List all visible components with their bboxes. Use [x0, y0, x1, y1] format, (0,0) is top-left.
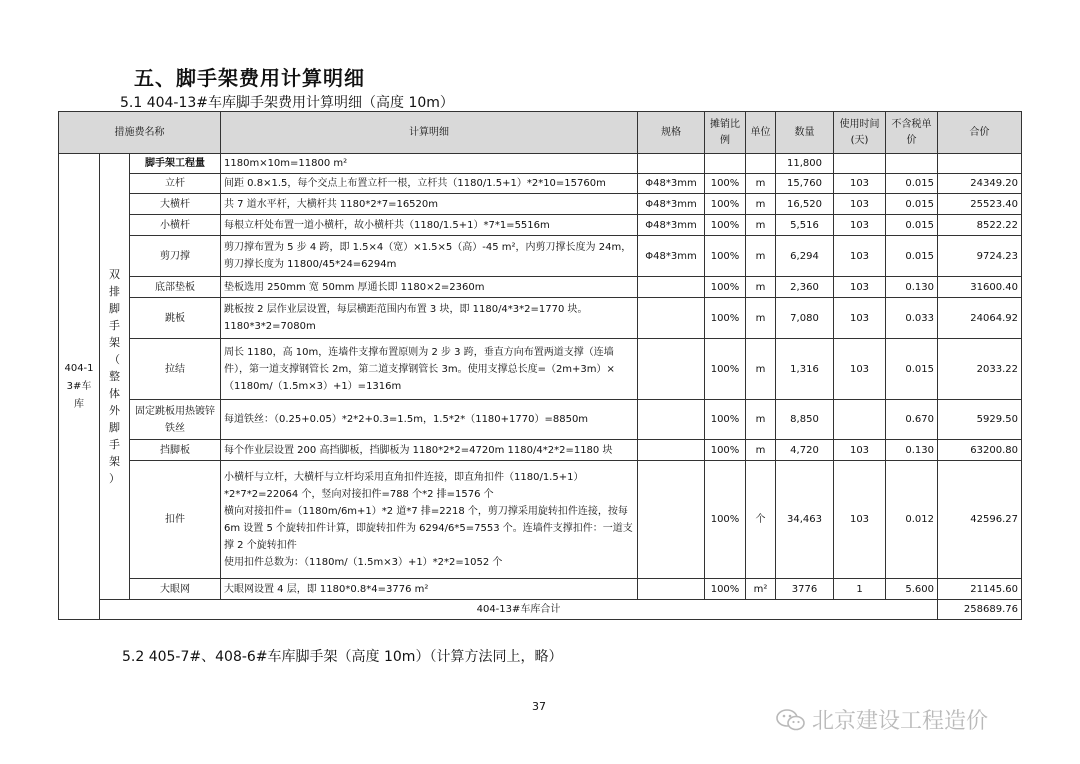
detail-line: 横向对接扣件=（1180m/6m+1）*2 道*7 排=2218 个，剪刀撑采用旋转扣件连接，按每 6m 设置 5 个旋转扣件计算，即旋转扣件为 6294/6*5=7553 个。连墙件支撑扣件：一道支撑 2 个旋转扣件	[224, 505, 633, 551]
header-qty: 数量	[776, 112, 834, 154]
header-total: 合价	[938, 112, 1022, 154]
item-detail	[221, 461, 638, 579]
item-ratio: 100%	[705, 215, 746, 236]
item-days: 103	[834, 236, 886, 277]
item-spec: Φ48*3mm	[638, 174, 705, 194]
item-spec: Φ48*3mm	[638, 194, 705, 215]
item-days: 103	[834, 440, 886, 461]
item-unit: m	[746, 298, 776, 339]
table-row	[59, 277, 1022, 298]
item-spec: Φ48*3mm	[638, 236, 705, 277]
item-qty: 5,516	[776, 215, 834, 236]
item-ratio: 100%	[705, 339, 746, 400]
wechat-icon	[776, 708, 806, 732]
location-cell: 404-13#车库	[59, 154, 100, 620]
item-total: 2033.22	[938, 339, 1022, 400]
header-spec: 规格	[638, 112, 705, 154]
item-name: 小横杆	[130, 215, 221, 236]
item-spec	[638, 154, 705, 174]
header-detail: 计算明细	[221, 112, 638, 154]
item-days: 103	[834, 461, 886, 579]
header-unit: 单位	[746, 112, 776, 154]
item-unit	[746, 154, 776, 174]
item-spec	[638, 461, 705, 579]
item-days: 103	[834, 277, 886, 298]
item-detail: 间距 0.8×1.5，每个交点上布置立杆一根，立杆共（1180/1.5+1）*2*10=15760m	[221, 174, 638, 194]
item-qty: 34,463	[776, 461, 834, 579]
item-days	[834, 400, 886, 440]
item-ratio: 100%	[705, 298, 746, 339]
item-total: 24349.20	[938, 174, 1022, 194]
watermark-text: 北京建设工程造价	[812, 709, 989, 734]
item-qty: 1,316	[776, 339, 834, 400]
item-price: 0.015	[886, 194, 938, 215]
item-qty: 2,360	[776, 277, 834, 298]
section-heading: 五、脚手架费用计算明细	[134, 66, 365, 90]
item-ratio	[705, 154, 746, 174]
item-qty: 7,080	[776, 298, 834, 339]
item-qty: 16,520	[776, 194, 834, 215]
item-spec: Φ48*3mm	[638, 215, 705, 236]
item-price: 5.600	[886, 579, 938, 600]
item-spec	[638, 579, 705, 600]
item-ratio: 100%	[705, 174, 746, 194]
item-days: 103	[834, 339, 886, 400]
header-price: 不含税单价	[886, 112, 938, 154]
item-total: 5929.50	[938, 400, 1022, 440]
item-unit: 个	[746, 461, 776, 579]
table-row	[59, 579, 1022, 600]
item-ratio: 100%	[705, 440, 746, 461]
item-detail: 1180m×10m=11800 m²	[221, 154, 638, 174]
item-days: 103	[834, 194, 886, 215]
item-unit: m	[746, 440, 776, 461]
item-name: 底部垫板	[130, 277, 221, 298]
table-row	[59, 236, 1022, 277]
item-ratio: 100%	[705, 277, 746, 298]
table-row	[59, 194, 1022, 215]
item-unit: m	[746, 277, 776, 298]
item-price: 0.015	[886, 215, 938, 236]
item-days: 1	[834, 579, 886, 600]
item-days: 103	[834, 215, 886, 236]
item-ratio: 100%	[705, 236, 746, 277]
item-total: 31600.40	[938, 277, 1022, 298]
cost-table	[58, 111, 1022, 620]
item-detail: 大眼网设置 4 层，即 1180*0.8*4=3776 m²	[221, 579, 638, 600]
item-total: 8522.22	[938, 215, 1022, 236]
item-qty: 8,850	[776, 400, 834, 440]
detail-line: 小横杆与立杆，大横杆与立杆均采用直角扣件连接，即直角扣件（1180/1.5+1）*2*7*2=22064 个，竖向对接扣件=788 个*2 排=1576 个	[224, 471, 584, 500]
item-detail: 每道铁丝：（0.25+0.05）*2*2+0.3=1.5m，1.5*2*（1180+1770）=8850m	[221, 400, 638, 440]
header-cost-name: 措施费名称	[59, 112, 221, 154]
table-row	[59, 339, 1022, 400]
item-name: 挡脚板	[130, 440, 221, 461]
item-unit: m	[746, 339, 776, 400]
category-cell: 双 排 脚 手 架 （ 整 体 外 脚 手 架 ）	[100, 154, 130, 600]
table-row	[59, 440, 1022, 461]
subtotal-value: 258689.76	[938, 600, 1022, 620]
item-detail: 跳板按 2 层作业层设置，每层横距范围内布置 3 块，即 1180/4*3*2=1770 块。1180*3*2=7080m	[221, 298, 638, 339]
item-days: 103	[834, 174, 886, 194]
item-name: 拉结	[130, 339, 221, 400]
subtotal-row	[59, 600, 1022, 620]
item-unit: m	[746, 215, 776, 236]
subsection-heading: 5.1 404-13#车库脚手架费用计算明细（高度 10m）	[120, 95, 454, 111]
item-price: 0.012	[886, 461, 938, 579]
item-price: 0.015	[886, 236, 938, 277]
table-row	[59, 174, 1022, 194]
table-row	[59, 298, 1022, 339]
item-price	[886, 154, 938, 174]
item-qty: 15,760	[776, 174, 834, 194]
item-name: 扣件	[130, 461, 221, 579]
item-name: 固定跳板用热镀锌铁丝	[130, 400, 221, 440]
item-ratio: 100%	[705, 194, 746, 215]
item-total: 25523.40	[938, 194, 1022, 215]
table-row	[59, 461, 1022, 579]
item-price: 0.670	[886, 400, 938, 440]
item-name: 立杆	[130, 174, 221, 194]
header-days: 使用时间(天)	[834, 112, 886, 154]
item-spec	[638, 400, 705, 440]
item-price: 0.015	[886, 174, 938, 194]
item-name: 大眼网	[130, 579, 221, 600]
item-ratio: 100%	[705, 461, 746, 579]
item-detail: 周长 1180，高 10m，连墙件支撑布置原则为 2 步 3 跨，垂直方向布置两道支撑（连墙件），第一道支撑钢管长 2m，第二道支撑钢管长 3m。使用支撑总长度=（2m+3m）×（1180m/（1.5m×3）+1）=1316m	[221, 339, 638, 400]
item-unit: m	[746, 236, 776, 277]
item-price: 0.015	[886, 339, 938, 400]
item-ratio: 100%	[705, 579, 746, 600]
item-price: 0.130	[886, 277, 938, 298]
section-5-2-text: 5.2 405-7#、408-6#车库脚手架（高度 10m）（计算方法同上，略）	[122, 649, 563, 665]
table-row	[59, 400, 1022, 440]
item-detail: 每个作业层设置 200 高挡脚板，挡脚板为 1180*2*2=4720m 1180/4*2*2=1180 块	[221, 440, 638, 461]
item-price: 0.033	[886, 298, 938, 339]
detail-line: 使用扣件总数为：（1180m/（1.5m×3）+1）*2*2=1052 个	[224, 556, 503, 568]
item-name: 剪刀撑	[130, 236, 221, 277]
item-unit: m	[746, 174, 776, 194]
item-detail: 共 7 道水平杆，大横杆共 1180*2*7=16520m	[221, 194, 638, 215]
item-total: 24064.92	[938, 298, 1022, 339]
item-qty: 4,720	[776, 440, 834, 461]
item-days	[834, 154, 886, 174]
item-price: 0.130	[886, 440, 938, 461]
item-total	[938, 154, 1022, 174]
item-name: 大横杆	[130, 194, 221, 215]
item-spec	[638, 277, 705, 298]
header-ratio: 摊销比例	[705, 112, 746, 154]
table-row	[59, 215, 1022, 236]
item-spec	[638, 339, 705, 400]
watermark	[776, 704, 988, 735]
item-detail: 垫板选用 250mm 宽 50mm 厚通长即 1180×2=2360m	[221, 277, 638, 298]
item-ratio: 100%	[705, 400, 746, 440]
item-spec	[638, 298, 705, 339]
item-detail: 剪刀撑布置为 5 步 4 跨，即 1.5×4（宽）×1.5×5（高）-45 m²，内剪刀撑长度为 24m，剪刀撑长度为 11800/45*24=6294m	[221, 236, 638, 277]
item-total: 21145.60	[938, 579, 1022, 600]
subtotal-label: 404-13#车库合计	[100, 600, 938, 620]
item-days: 103	[834, 298, 886, 339]
item-total: 9724.23	[938, 236, 1022, 277]
item-total: 42596.27	[938, 461, 1022, 579]
item-qty: 11,800	[776, 154, 834, 174]
item-detail: 每根立杆处布置一道小横杆，故小横杆共（1180/1.5+1）*7*1=5516m	[221, 215, 638, 236]
item-total: 63200.80	[938, 440, 1022, 461]
item-name: 跳板	[130, 298, 221, 339]
item-name: 脚手架工程量	[130, 154, 221, 174]
item-qty: 6,294	[776, 236, 834, 277]
item-qty: 3776	[776, 579, 834, 600]
table-row	[59, 154, 1022, 174]
page-number: 37	[532, 700, 546, 713]
item-unit: m	[746, 400, 776, 440]
item-unit: m²	[746, 579, 776, 600]
item-spec	[638, 440, 705, 461]
item-unit: m	[746, 194, 776, 215]
